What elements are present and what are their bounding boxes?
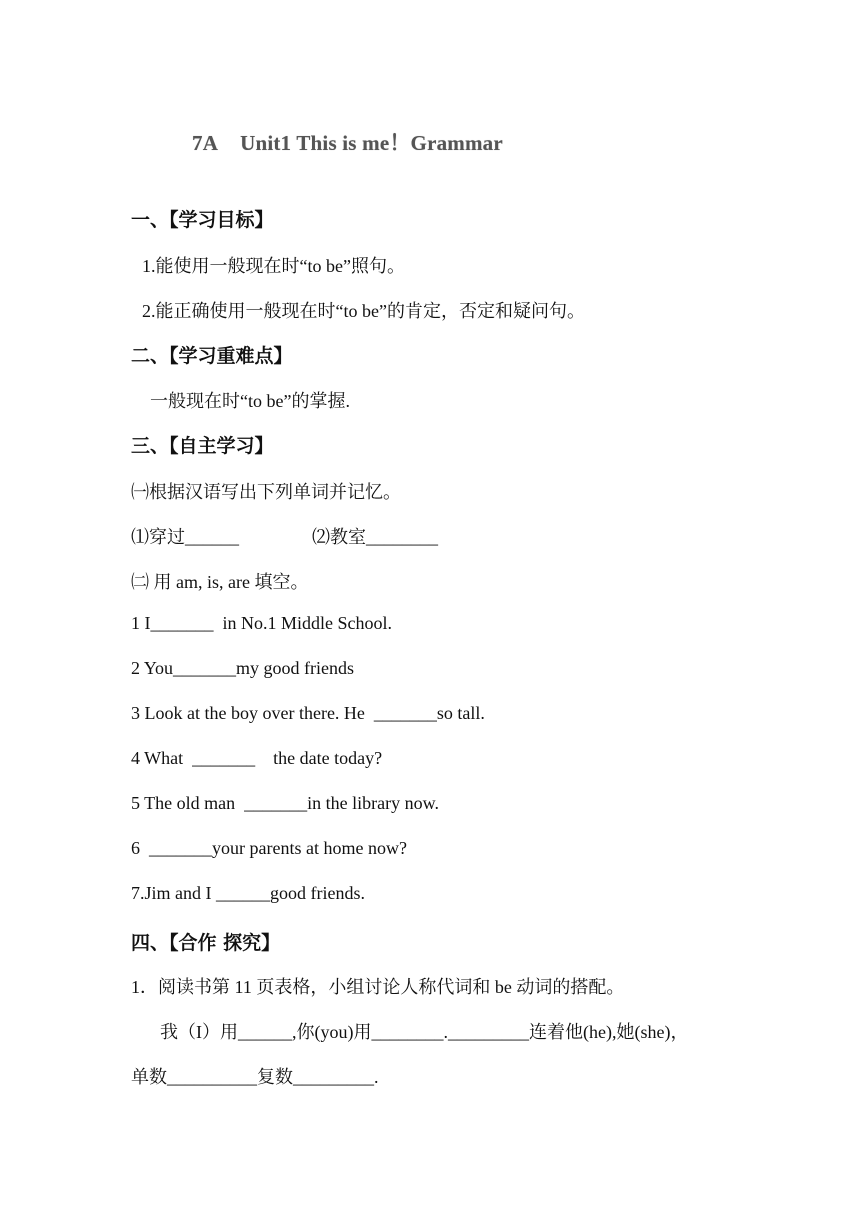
fill-blank-intro: ㈡ 用 am, is, are 填空。: [131, 572, 309, 592]
task-1-line-3: 单数__________复数_________.: [131, 1067, 379, 1087]
vocab-intro: ㈠根据汉语写出下列单词并记忆。: [131, 482, 401, 502]
fill-sentence-7: 7.Jim and I ______good friends.: [131, 883, 365, 903]
section-heading-objectives: 一、【学习目标】: [131, 209, 274, 231]
fill-sentence-5: 5 The old man _______in the library now.: [131, 793, 439, 813]
page-title: [192, 127, 503, 157]
fill-sentence-1: 1 I_______ in No.1 Middle School.: [131, 613, 392, 633]
task-1: 1．阅读书第 11 页表格，小组讨论人称代词和 be 动词的搭配。: [131, 977, 625, 997]
section-heading-self-study: 三、【自主学习】: [131, 435, 274, 457]
key-point-text: 一般现在时“to be”的掌握.: [150, 391, 350, 411]
vocab-item-2: ⑵教室________: [312, 527, 438, 547]
fill-sentence-6: 6 _______your parents at home now?: [131, 838, 407, 858]
section-heading-cooperation: 四、【合作 探究】: [131, 932, 281, 954]
section-heading-key-points: 二、【学习重难点】: [131, 345, 293, 367]
objective-item-1: 1.能使用一般现在时“to be”照句。: [142, 256, 405, 276]
fill-sentence-4: 4 What _______ the date today?: [131, 748, 383, 768]
vocab-item-1: ⑴穿过______: [131, 527, 239, 547]
title-unit: Unit1 This is me！Grammar: [240, 131, 503, 155]
fill-sentence-2: 2 You_______my good friends: [131, 658, 355, 678]
objective-item-2: 2.能正确使用一般现在时“to be”的肯定，否定和疑问句。: [142, 301, 585, 321]
fill-sentence-3: 3 Look at the boy over there. He _______so tall.: [131, 703, 485, 723]
task-1-line-2: 我（I）用______,你(you)用________._________连着他(he),她(she)，: [160, 1022, 689, 1042]
title-grade: 7A: [192, 131, 219, 155]
